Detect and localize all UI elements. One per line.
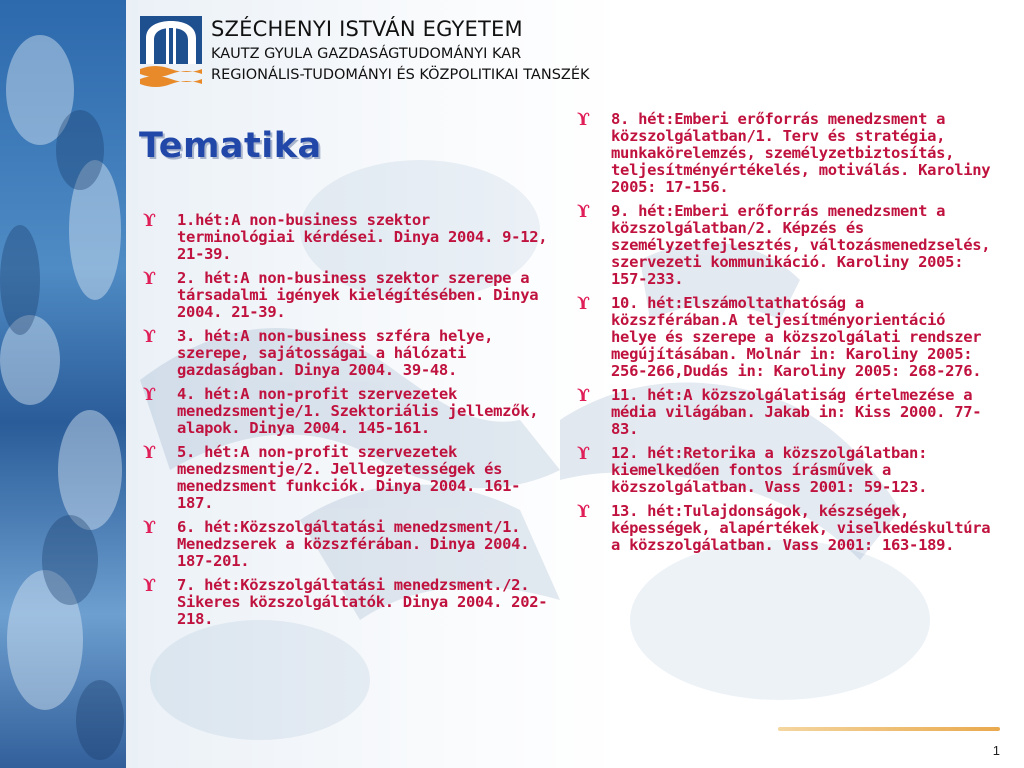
decorative-underline bbox=[778, 727, 1000, 731]
topic-text: 9. hét:Emberi erőforrás menedzsment a közszolgálatban/2. Képzés és személyzetfejlesztés, változásmenedzselés, szervezeti kommunikáció. Karoliny 2005: 157-233. bbox=[611, 202, 991, 288]
topic-text: 8. hét:Emberi erőforrás menedzsment a közszolgálatban/1. Terv és stratégia, munkakörelemzés, személyzetbiztosítás, teljesítményértékelés, motiválás. Karoliny 2005: 17-156. bbox=[611, 110, 991, 196]
bullet-icon: ϒ bbox=[143, 211, 156, 231]
bullet-icon: ϒ bbox=[577, 502, 590, 522]
topic-item bbox=[143, 519, 548, 570]
topic-item bbox=[143, 270, 548, 321]
topic-text: 1.hét:A non-business szektor terminológiai kérdései. Dinya 2004. 9-12, 21-39. bbox=[177, 211, 548, 263]
topic-text: 11. hét:A közszolgálatiság értelmezése a média világában. Jakab in: Kiss 2000. 77-83. bbox=[611, 386, 982, 438]
topic-item bbox=[577, 111, 991, 196]
left-decorative-strip bbox=[0, 0, 126, 768]
topic-text: 10. hét:Elszámoltathatóság a közszférában.A teljesítményorientáció helye és szerepe a közszolgálati rendszer megújításában. Molnár in: Karoliny 2005: 256-266,Dudás in: Karoliny 2005: 268-276. bbox=[611, 294, 982, 380]
topic-list-left bbox=[143, 212, 548, 635]
topic-text: 6. hét:Közszolgáltatási menedzsment/1. Menedzserek a közszférában. Dinya 2004. 187-201. bbox=[177, 518, 530, 570]
bullet-icon: ϒ bbox=[143, 269, 156, 289]
topic-text: 7. hét:Közszolgáltatási menedzsment./2. Sikeres közszolgáltatók. Dinya 2004. 202-218. bbox=[177, 576, 548, 628]
topic-text: 5. hét:A non-profit szervezetek menedzsmentje/2. Jellegzetességek és menedzsment funkciók. Dinya 2004. 161-187. bbox=[177, 443, 521, 512]
topic-item bbox=[577, 295, 991, 380]
bullet-icon: ϒ bbox=[577, 110, 590, 130]
university-logo bbox=[140, 16, 202, 88]
university-name: SZÉCHENYI ISTVÁN EGYETEM bbox=[211, 17, 523, 41]
topic-item bbox=[577, 445, 991, 496]
topic-item bbox=[143, 212, 548, 263]
bullet-icon: ϒ bbox=[143, 518, 156, 538]
topic-item bbox=[143, 328, 548, 379]
bullet-icon: ϒ bbox=[143, 327, 156, 347]
topic-text: 12. hét:Retorika a közszolgálatban: kiemelkedően fontos írásművek a közszolgálatban. Vass 2001: 59-123. bbox=[611, 444, 928, 496]
faculty-name: KAUTZ GYULA GAZDASÁGTUDOMÁNYI KAR bbox=[211, 46, 522, 62]
bullet-icon: ϒ bbox=[577, 444, 590, 464]
topic-item bbox=[143, 386, 548, 437]
topic-text: 2. hét:A non-business szektor szerepe a társadalmi igények kielégítésében. Dinya 2004. 21-39. bbox=[177, 269, 539, 321]
topic-text: 13. hét:Tulajdonságok, készségek, képességek, alapértékek, viselkedéskultúra a közszolgálatban. Vass 2001: 163-189. bbox=[611, 502, 991, 554]
bullet-icon: ϒ bbox=[143, 576, 156, 596]
topic-item bbox=[143, 577, 548, 628]
slide-title: Tematika bbox=[139, 126, 322, 166]
bullet-icon: ϒ bbox=[577, 202, 590, 222]
topic-item bbox=[577, 503, 991, 554]
bullet-icon: ϒ bbox=[143, 443, 156, 463]
topic-item bbox=[577, 387, 991, 438]
page-number: 1 bbox=[992, 743, 1000, 758]
topic-item bbox=[577, 203, 991, 288]
topic-list-right bbox=[577, 111, 991, 561]
topic-text: 4. hét:A non-profit szervezetek menedzsmentje/1. Szektoriális jellemzők, alapok. Dinya 2004. 145-161. bbox=[177, 385, 539, 437]
bullet-icon: ϒ bbox=[143, 385, 156, 405]
topic-text: 3. hét:A non-business szféra helye, szerepe, sajátosságai a hálózati gazdaságban. Dinya 2004. 39-48. bbox=[177, 327, 494, 379]
topic-item bbox=[143, 444, 548, 512]
bullet-icon: ϒ bbox=[577, 386, 590, 406]
department-name: REGIONÁLIS-TUDOMÁNYI ÉS KÖZPOLITIKAI TANSZÉK bbox=[211, 67, 590, 83]
bullet-icon: ϒ bbox=[577, 294, 590, 314]
